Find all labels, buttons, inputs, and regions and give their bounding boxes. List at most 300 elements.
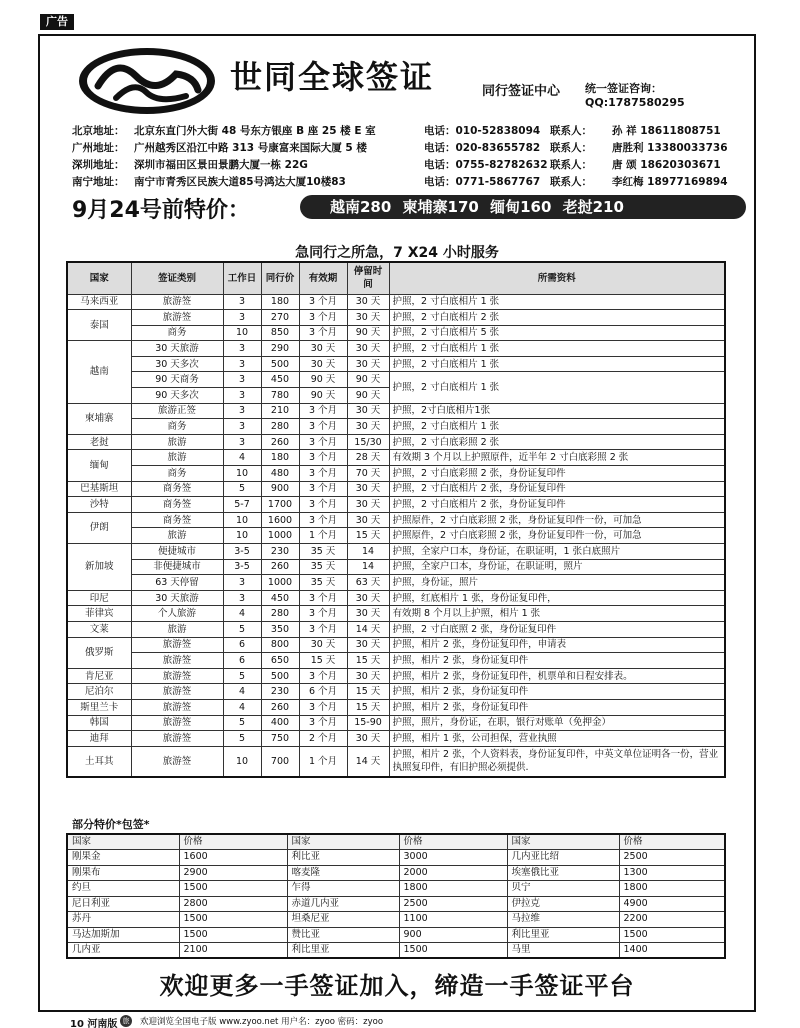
page-number: 10 河南版 [70,1019,118,1028]
table-cell: 30 天 [347,310,389,326]
price-cell: 赞比亚 [287,927,399,943]
price-cell: 1800 [399,881,507,897]
promo-offers: 越南280 柬埔寨170 缅甸160 老挝210 [300,195,746,219]
table-cell: 旅游 [131,528,223,544]
table-cell: 旅游签 [131,310,223,326]
price-cell: 1600 [179,850,287,866]
table-cell: 4 [223,699,261,715]
table-cell: 850 [261,325,299,341]
table-cell: 400 [261,715,299,731]
table-cell: 90 天多次 [131,388,223,404]
price-column-header: 国家 [507,834,619,850]
table-cell: 1000 [261,528,299,544]
table-cell: 30 天 [347,606,389,622]
price-cell: 1100 [399,912,507,928]
table-cell: 5 [223,481,261,497]
table-cell: 30 天 [299,356,347,372]
price-column-header: 价格 [179,834,287,850]
table-row [67,621,725,637]
table-cell: 护照，2 寸白底相片 5 张 [389,325,725,341]
table-cell: 旅游签 [131,294,223,310]
address-contact: 唐 颂 18620303671 [612,159,721,171]
table-row [67,294,725,310]
price-cell: 1300 [619,865,725,881]
table-cell: 450 [261,590,299,606]
table-cell: 商务 [131,419,223,435]
column-header: 停留时间 [347,262,389,294]
table-cell: 巴基斯坦 [67,481,131,497]
table-cell: 3 个月 [299,668,347,684]
price-row [67,865,725,881]
price-cell: 尼日利亚 [67,896,179,912]
table-cell: 260 [261,559,299,575]
table-cell: 商务 [131,466,223,482]
table-cell: 35 天 [299,575,347,591]
price-cell: 3000 [399,850,507,866]
table-cell: 14 天 [347,621,389,637]
column-header: 同行价 [261,262,299,294]
table-cell: 30 天 [347,403,389,419]
table-cell: 30 天 [347,419,389,435]
table-row [67,684,725,700]
table-cell: 30 天 [347,497,389,513]
table-cell: 老挝 [67,434,131,450]
table-cell: 30 天 [347,294,389,310]
table-cell: 14 [347,544,389,560]
table-cell: 180 [261,294,299,310]
table-cell: 护照，2寸白底相片1张 [389,403,725,419]
address-addr: 广州越秀区沿江中路 313 号康富来国际大厦 5 楼 [134,142,367,154]
table-cell: 3-5 [223,544,261,560]
table-cell: 30 天 [347,356,389,372]
table-cell: 230 [261,544,299,560]
table-cell: 3 [223,294,261,310]
address-contact: 李红梅 18977169894 [612,176,728,188]
table-cell: 3 个月 [299,512,347,528]
price-cell: 1500 [179,912,287,928]
table-cell: 土耳其 [67,746,131,777]
table-row [67,575,725,591]
table-cell: 15-90 [347,715,389,731]
table-cell: 230 [261,684,299,700]
table-cell: 14 [347,559,389,575]
table-cell: 旅游 [131,450,223,466]
table-cell: 90 天 [299,388,347,404]
price-cell: 马里 [507,943,619,959]
table-cell: 3 个月 [299,294,347,310]
table-row [67,341,725,357]
table-cell: 商务签 [131,512,223,528]
table-cell: 10 [223,746,261,777]
table-cell: 马来西亚 [67,294,131,310]
table-cell: 10 [223,466,261,482]
table-cell: 3 [223,403,261,419]
price-cell: 利比里亚 [287,943,399,959]
price-cell: 2800 [179,896,287,912]
table-cell: 90 天商务 [131,372,223,388]
table-cell: 180 [261,450,299,466]
table-cell: 30 天旅游 [131,590,223,606]
table-cell: 15 天 [347,528,389,544]
table-cell: 5 [223,715,261,731]
table-cell: 260 [261,699,299,715]
table-cell: 护照，身份证，照片 [389,575,725,591]
table-cell: 旅游签 [131,699,223,715]
table-cell: 30 天 [347,590,389,606]
service-tagline: 急同行之所急，7 X24 小时服务 [295,245,499,261]
table-row [67,544,725,560]
price-cell: 约旦 [67,881,179,897]
table-cell: 350 [261,621,299,637]
table-cell: 迪拜 [67,731,131,747]
table-cell: 450 [261,372,299,388]
special-price-table [66,833,726,959]
table-cell: 旅游签 [131,684,223,700]
table-cell: 1600 [261,512,299,528]
visa-table [66,261,726,778]
table-cell: 3 个月 [299,466,347,482]
table-cell: 6 [223,637,261,653]
table-cell: 70 天 [347,466,389,482]
table-cell: 护照，相片 2 张，身份证复印件，申请表 [389,637,725,653]
center-name: 同行签证中心 [482,84,561,99]
price-column-header: 国家 [67,834,179,850]
table-cell: 3 个月 [299,699,347,715]
table-cell: 5 [223,731,261,747]
table-cell: 俄罗斯 [67,637,131,668]
table-cell: 3 个月 [299,450,347,466]
table-cell: 商务 [131,325,223,341]
table-cell: 63 天停留 [131,575,223,591]
table-cell: 商务签 [131,497,223,513]
table-cell: 有效期 8 个月以上护照，相片 1 张 [389,606,725,622]
consult-qq: 统一签证咨询：QQ:1787580295 [585,82,685,109]
price-cell: 2200 [619,912,725,928]
table-row [67,356,725,372]
table-row [67,419,725,435]
table-cell: 3 个月 [299,621,347,637]
address-tel: 电话：0755-82782632 [424,159,548,171]
table-cell: 印尼 [67,590,131,606]
table-cell: 旅游签 [131,715,223,731]
table-cell: 4 [223,684,261,700]
table-row [67,497,725,513]
table-cell: 2 个月 [299,731,347,747]
visa-table-header [67,262,725,294]
table-cell: 护照，相片 2 张，身份证复印件 [389,684,725,700]
table-cell: 63 天 [347,575,389,591]
table-cell: 护照，2 寸白底相片 2 张，身份证复印件 [389,497,725,513]
address-tel: 电话：020-83655782 [424,142,541,154]
table-cell: 3 个月 [299,606,347,622]
table-cell: 护照，红底相片 1 张，身份证复印件， [389,590,725,606]
table-cell: 800 [261,637,299,653]
table-cell: 护照，相片 2 张，个人资料表，身份证复印件，中英文单位证明各一份，营业执照复印件，有旧护照必须提供. [389,746,725,777]
address-city: 南宁地址： [72,176,125,188]
table-cell: 肯尼亚 [67,668,131,684]
price-row [67,927,725,943]
price-cell: 4900 [619,896,725,912]
price-column-header: 国家 [287,834,399,850]
table-cell: 3 个月 [299,715,347,731]
address-tel: 电话：010-52838094 [424,125,541,137]
table-cell: 1000 [261,575,299,591]
table-cell: 3 个月 [299,403,347,419]
column-header: 签证类别 [131,262,223,294]
table-cell: 3 [223,434,261,450]
table-row [67,715,725,731]
table-cell: 500 [261,356,299,372]
table-cell: 3 [223,356,261,372]
table-row [67,668,725,684]
table-cell: 15 天 [299,653,347,669]
table-cell: 30 天 [347,668,389,684]
table-cell: 10 [223,528,261,544]
table-cell: 30 天 [299,341,347,357]
address-row [72,139,752,156]
column-header: 工作日 [223,262,261,294]
table-cell: 护照，相片 2 张，身份证复印件 [389,699,725,715]
address-list [72,122,752,190]
price-cell: 2000 [399,865,507,881]
address-contact-label: 联系人： [550,125,592,137]
table-cell: 5 [223,621,261,637]
footer [40,1012,760,1028]
column-header: 国家 [67,262,131,294]
address-city: 深圳地址： [72,159,125,171]
table-cell: 护照，2 寸白底彩照 2 张，身份证复印件 [389,466,725,482]
table-row [67,559,725,575]
table-row [67,528,725,544]
table-cell: 护照，2 寸白底相片 1 张 [389,341,725,357]
price-cell: 苏丹 [67,912,179,928]
table-cell: 3 个月 [299,590,347,606]
price-cell: 1400 [619,943,725,959]
seal-icon: 旅 [120,1015,132,1027]
table-cell: 3 个月 [299,310,347,326]
table-cell: 菲律宾 [67,606,131,622]
table-cell: 3 个月 [299,419,347,435]
table-cell: 30 天 [347,341,389,357]
shitong-logo-icon [76,46,218,116]
table-cell: 3 [223,341,261,357]
table-cell: 5 [223,668,261,684]
column-header: 所需资料 [389,262,725,294]
table-cell: 旅游签 [131,746,223,777]
ad-frame [38,34,756,1012]
table-cell: 3 个月 [299,325,347,341]
table-cell: 10 [223,325,261,341]
table-row [67,481,725,497]
table-cell: 旅游签 [131,653,223,669]
table-cell: 3 [223,372,261,388]
price-cell: 900 [399,927,507,943]
address-tel: 电话：0771-5867767 [424,176,541,188]
table-cell: 护照，照片，身份证，在职，银行对账单（免押金） [389,715,725,731]
table-cell: 护照，2 寸白底相片 2 张，身份证复印件 [389,481,725,497]
address-contact-label: 联系人： [550,142,592,154]
table-cell: 290 [261,341,299,357]
table-row [67,590,725,606]
table-cell: 35 天 [299,544,347,560]
table-cell: 护照，相片 1 张，公司担保，营业执照 [389,731,725,747]
table-row [67,466,725,482]
price-table-header [67,834,725,850]
column-header: 有效期 [299,262,347,294]
table-cell: 15 天 [347,653,389,669]
price-cell: 贝宁 [507,881,619,897]
slogan: 欢迎更多一手签证加入，缔造一手签证平台 [159,972,635,1000]
table-cell: 尼泊尔 [67,684,131,700]
table-cell: 3 [223,590,261,606]
table-cell: 有效期 3 个月以上护照原件，近半年 2 寸白底彩照 2 张 [389,450,725,466]
table-cell: 15 天 [347,699,389,715]
table-cell: 护照原件，2 寸白底彩照 2 张，身份证复印件一份，可加急 [389,528,725,544]
table-cell: 商务签 [131,481,223,497]
table-cell: 700 [261,746,299,777]
ad-tag: 广告 [40,14,74,30]
table-cell: 沙特 [67,497,131,513]
table-cell: 护照，相片 2 张，身份证复印件 [389,653,725,669]
table-cell: 护照，2 寸白底相片 1 张 [389,419,725,435]
table-cell: 30 天旅游 [131,341,223,357]
promo-banner [72,193,752,223]
price-cell: 1500 [399,943,507,959]
table-cell: 280 [261,419,299,435]
price-cell: 2500 [619,850,725,866]
table-row [67,653,725,669]
address-city: 北京地址： [72,125,125,137]
price-row [67,912,725,928]
price-cell: 埃塞俄比亚 [507,865,619,881]
table-cell: 旅游签 [131,637,223,653]
table-cell: 护照，2 寸白底相片 1 张 [389,372,725,403]
table-cell: 15/30 [347,434,389,450]
table-cell: 6 个月 [299,684,347,700]
table-row [67,403,725,419]
price-cell: 2900 [179,865,287,881]
price-cell: 几内亚比绍 [507,850,619,866]
table-row [67,699,725,715]
table-cell: 30 天多次 [131,356,223,372]
table-cell: 3 [223,575,261,591]
price-cell: 几内亚 [67,943,179,959]
price-cell: 刚果布 [67,865,179,881]
address-row [72,156,752,173]
price-row [67,896,725,912]
table-cell: 28 天 [347,450,389,466]
table-cell: 30 天 [347,637,389,653]
table-cell: 10 [223,512,261,528]
address-row [72,122,752,139]
table-cell: 越南 [67,341,131,403]
price-cell: 刚果金 [67,850,179,866]
table-cell: 900 [261,481,299,497]
price-cell: 利比亚 [287,850,399,866]
table-row [67,310,725,326]
price-cell: 喀麦隆 [287,865,399,881]
table-cell: 1 个月 [299,528,347,544]
table-cell: 6 [223,653,261,669]
table-cell: 4 [223,606,261,622]
table-row [67,434,725,450]
table-cell: 柬埔寨 [67,403,131,434]
table-cell: 3 个月 [299,481,347,497]
table-cell: 750 [261,731,299,747]
table-row [67,450,725,466]
table-row [67,372,725,388]
address-contact: 孙 祥 18611808751 [612,125,721,137]
address-addr: 南宁市青秀区民族大道85号鸿达大厦10楼83 [134,176,346,188]
price-cell: 2500 [399,896,507,912]
table-row [67,606,725,622]
table-row [67,512,725,528]
table-cell: 30 天 [299,637,347,653]
table-cell: 3 个月 [299,434,347,450]
table-cell: 5-7 [223,497,261,513]
table-cell: 护照，2 寸白底相片 1 张 [389,356,725,372]
table-cell: 便捷城市 [131,544,223,560]
table-cell: 650 [261,653,299,669]
table-cell: 4 [223,450,261,466]
table-cell: 780 [261,388,299,404]
price-cell: 乍得 [287,881,399,897]
table-cell: 90 天 [347,372,389,388]
table-cell: 30 天 [347,481,389,497]
table-cell: 护照原件，2 寸白底彩照 2 张，身份证复印件一份，可加急 [389,512,725,528]
price-cell: 伊拉克 [507,896,619,912]
footer-text: 欢迎浏览全国电子版 www.zyoo.net 用户名：zyoo 密码：zyoo [140,1017,384,1027]
table-cell: 护照，全家户口本，身份证，在职证明，1 张白底照片 [389,544,725,560]
table-cell: 新加坡 [67,544,131,591]
price-cell: 1500 [179,927,287,943]
price-column-header: 价格 [399,834,507,850]
table-row [67,325,725,341]
table-cell: 旅游 [131,434,223,450]
address-city: 广州地址： [72,142,125,154]
table-cell: 旅游签 [131,668,223,684]
brand-title: 世同全球签证 [230,58,435,96]
table-cell: 3-5 [223,559,261,575]
price-cell: 坦桑尼亚 [287,912,399,928]
table-row [67,637,725,653]
price-cell: 2100 [179,943,287,959]
table-cell: 90 天 [347,325,389,341]
table-cell: 14 天 [347,746,389,777]
table-cell: 缅甸 [67,450,131,481]
address-contact-label: 联系人： [550,159,592,171]
price-cell: 1500 [619,927,725,943]
price-cell: 马达加斯加 [67,927,179,943]
table-cell: 护照，2 寸白底照 2 张，身份证复印件 [389,621,725,637]
table-cell: 护照，相片 2 张，身份证复印件，机票单和日程安排表。 [389,668,725,684]
table-cell: 500 [261,668,299,684]
table-cell: 3 [223,388,261,404]
table-cell: 韩国 [67,715,131,731]
table-cell: 非便捷城市 [131,559,223,575]
address-addr: 北京东直门外大街 48 号东方银座 B 座 25 楼 E 室 [134,125,376,137]
price-cell: 马拉维 [507,912,619,928]
price-cell: 赤道几内亚 [287,896,399,912]
table-cell: 伊朗 [67,512,131,543]
table-cell: 30 天 [347,731,389,747]
table-cell: 15 天 [347,684,389,700]
address-contact-label: 联系人： [550,176,592,188]
price-row [67,881,725,897]
table-cell: 个人旅游 [131,606,223,622]
table-cell: 1 个月 [299,746,347,777]
price-cell: 利比里亚 [507,927,619,943]
